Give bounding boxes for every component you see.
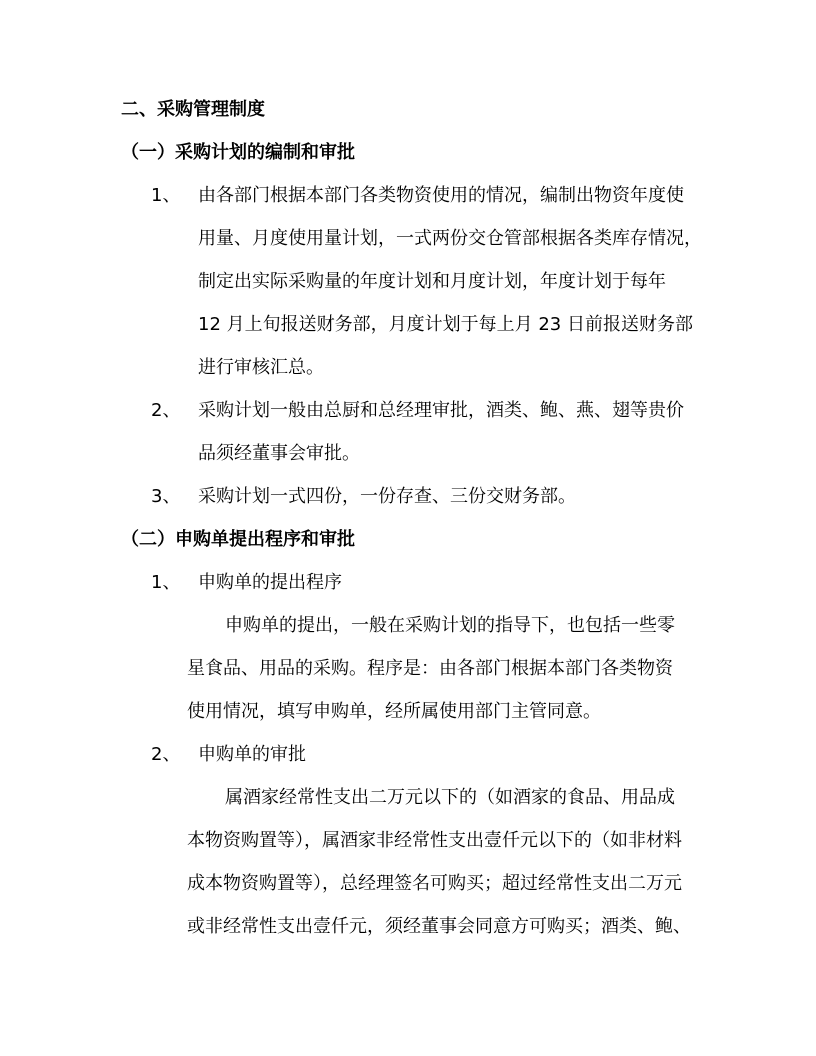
paragraph-line: 本物资购置等），属酒家非经常性支出壹仟元以下的（如非材料 — [187, 830, 682, 851]
paragraph-line: 使用情况，填写申购单，经所属使用部门主管同意。 — [187, 701, 601, 722]
paragraph-line: 或非经常性支出壹仟元，须经董事会同意方可购买；酒类、鲍、 — [187, 916, 691, 937]
paragraph-line: 成本物资购置等），总经理签名可购买；超过经常性支出二万元 — [187, 873, 682, 894]
paragraph-line: 由各部门根据本部门各类物资使用的情况，编制出物资年度使 — [198, 185, 684, 206]
paragraph-line: 申购单的提出，一般在采购计划的指导下，也包括一些零 — [225, 615, 675, 636]
paragraph-line: 制定出实际采购量的年度计划和月度计划，年度计划于每年 — [198, 271, 666, 292]
list-number: 2、 — [151, 400, 181, 421]
subsection-title-2: （二）申购单提出程序和审批 — [121, 529, 355, 550]
list-number: 1、 — [151, 185, 181, 206]
paragraph-line: 用量、月度使用量计划，一式两份交仓管部根据各类库存情况， — [198, 228, 702, 249]
paragraph-line: 进行审核汇总。 — [198, 357, 324, 378]
paragraph-line: 属酒家经常性支出二万元以下的（如酒家的食品、用品成 — [225, 787, 675, 808]
paragraph-line: 采购计划一般由总厨和总经理审批，酒类、鲍、燕、翅等贵价 — [198, 400, 684, 421]
section-heading: 二、采购管理制度 — [121, 99, 265, 120]
paragraph-line: 品须经董事会审批。 — [198, 443, 360, 464]
list-label: 申购单的审批 — [198, 744, 306, 765]
paragraph-line: 采购计划一式四份，一份存查、三份交财务部。 — [198, 486, 576, 507]
list-label: 申购单的提出程序 — [198, 572, 342, 593]
paragraph-line: 星食品、用品的采购。程序是：由各部门根据本部门各类物资 — [187, 658, 673, 679]
list-number: 2、 — [151, 744, 181, 765]
list-number: 1、 — [151, 572, 181, 593]
subsection-title-1: （一）采购计划的编制和审批 — [121, 142, 355, 163]
paragraph-line: 12 月上旬报送财务部，月度计划于每上月 23 日前报送财务部 — [198, 314, 693, 335]
list-number: 3、 — [151, 486, 181, 507]
